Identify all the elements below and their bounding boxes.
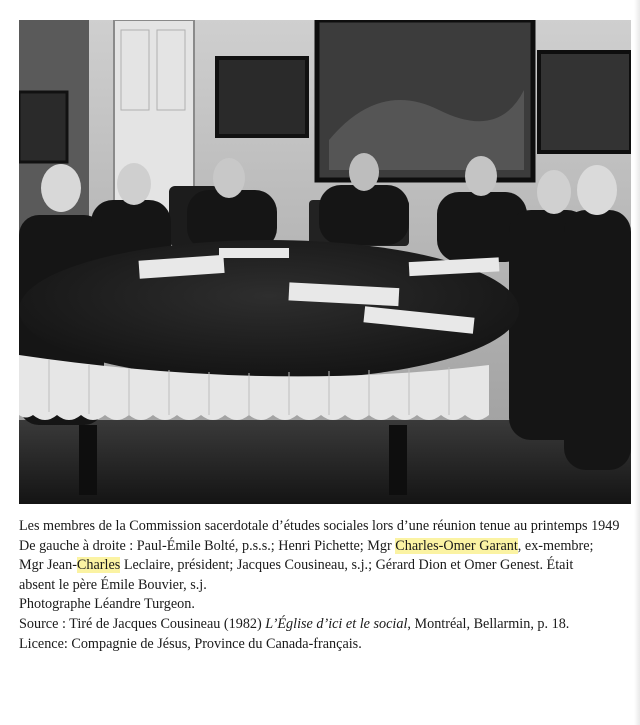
caption-text: Leclaire, président; Jacques Cousineau, s.j.; Gérard Dion et Omer Genest. Était [120, 557, 574, 574]
book-title: L’Église d’ici et le social [265, 615, 408, 632]
caption-names-line-1 [19, 537, 640, 557]
caption-text: Source : Tiré de Jacques Cousineau (1982) [19, 615, 266, 632]
highlighted-name: Charles-Omer Garant [395, 537, 518, 554]
photo-caption [19, 517, 640, 654]
caption-text: Mgr Jean- [19, 557, 77, 574]
page-edge-shadow [634, 0, 640, 725]
meeting-photo-graphic [19, 20, 631, 504]
caption-text: , ex-membre; [517, 537, 594, 554]
caption-title-line: Les membres de la Commission sacerdotale d’études sociales lors d’une réunion tenue au printemps 1949 [19, 518, 620, 534]
caption-absent-line: absent le père Émile Bouvier, s.j. [19, 576, 207, 593]
caption-text: De gauche à droite : Paul-Émile Bolté, p.s.s.; Henri Pichette; Mgr [19, 537, 396, 554]
highlighted-name: Charles [76, 557, 121, 574]
caption-text: , Montréal, Bellarmin, p. 18. [407, 615, 570, 632]
caption-source [19, 615, 640, 635]
caption-licence: Licence: Compagnie de Jésus, Province du Canada-français. [19, 635, 362, 652]
archival-photograph [19, 20, 631, 504]
caption-photographer: Photographe Léandre Turgeon. [19, 596, 195, 613]
caption-names-line-2 [19, 556, 640, 576]
